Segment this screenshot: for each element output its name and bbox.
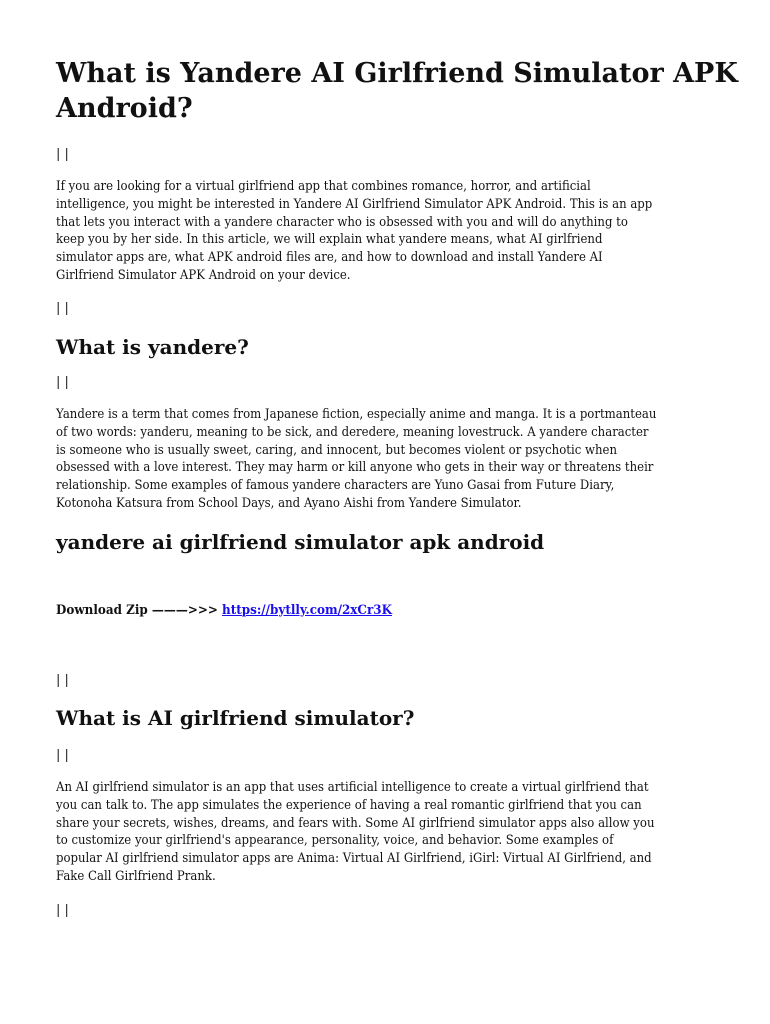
paragraph-line: that lets you interact with a yandere character who is obsessed with you and will do anything to (56, 214, 628, 230)
paragraph-line: share your secrets, wishes, dreams, and fears with. Some AI girlfriend simulator apps also allow you (56, 815, 655, 831)
separator: | | (56, 748, 69, 763)
separator: | | (56, 147, 69, 162)
separator: | | (56, 301, 69, 316)
paragraph-line: popular AI girlfriend simulator apps are Anima: Virtual AI Girlfriend, iGirl: Virtual AI Girlfriend, and (56, 851, 652, 867)
paragraph-line: Fake Call Girlfriend Prank. (56, 868, 216, 884)
paragraph-line: If you are looking for a virtual girlfriend app that combines romance, horror, and artificial (56, 179, 591, 194)
download-label: Download Zip ———>>> (56, 603, 223, 618)
paragraph-line: is someone who is usually sweet, caring, and innocent, but becomes violent or psychotic when (56, 442, 617, 458)
page-title (56, 56, 746, 126)
title-line: What is Yandere AI Girlfriend Simulator APK (56, 58, 738, 89)
paragraph-line: simulator apps are, what APK android files are, and how to download and install Yandere AI (56, 250, 603, 266)
section-heading-ai-girlfriend: What is AI girlfriend simulator? (56, 706, 415, 730)
paragraph-line: obsessed with a love interest. They may harm or kill anyone who gets in their way or threatens their (56, 460, 654, 476)
paragraph-line: Yandere is a term that comes from Japanese fiction, especially anime and manga. It is a portmanteau (56, 407, 657, 422)
paragraph-line: Girlfriend Simulator APK Android on your device. (56, 267, 351, 283)
separator: | | (56, 375, 69, 390)
separator: | | (56, 903, 69, 918)
paragraph-line: to customize your girlfriend's appearance, personality, voice, and behavior. Some examples of (56, 833, 614, 849)
title-line: Android? (56, 93, 193, 124)
download-line (56, 603, 392, 618)
ai-girlfriend-paragraph (56, 779, 655, 886)
paragraph-line: Kotonoha Katsura from School Days, and Ayano Aishi from Yandere Simulator. (56, 495, 522, 511)
paragraph-line: keep you by her side. In this article, we will explain what yandere means, what AI girlfriend (56, 232, 603, 248)
paragraph-line: you can talk to. The app simulates the experience of having a real romantic girlfriend that you can (56, 797, 642, 813)
keyword-heading: yandere ai girlfriend simulator apk android (56, 530, 545, 554)
section-heading-yandere: What is yandere? (56, 335, 249, 359)
paragraph-line: An AI girlfriend simulator is an app that uses artificial intelligence to create a virtual girlfriend that (56, 780, 649, 795)
paragraph-line: of two words: yanderu, meaning to be sick, and deredere, meaning lovestruck. A yandere character (56, 424, 649, 440)
paragraph-line: relationship. Some examples of famous yandere characters are Yuno Gasai from Future Diary, (56, 478, 615, 494)
yandere-paragraph (56, 406, 656, 513)
separator: | | (56, 673, 69, 688)
paragraph-line: intelligence, you might be interested in Yandere AI Girlfriend Simulator APK Android. This is an app (56, 196, 653, 212)
intro-paragraph (56, 178, 652, 285)
download-link[interactable]: https://bytlly.com/2xCr3K (222, 603, 392, 618)
